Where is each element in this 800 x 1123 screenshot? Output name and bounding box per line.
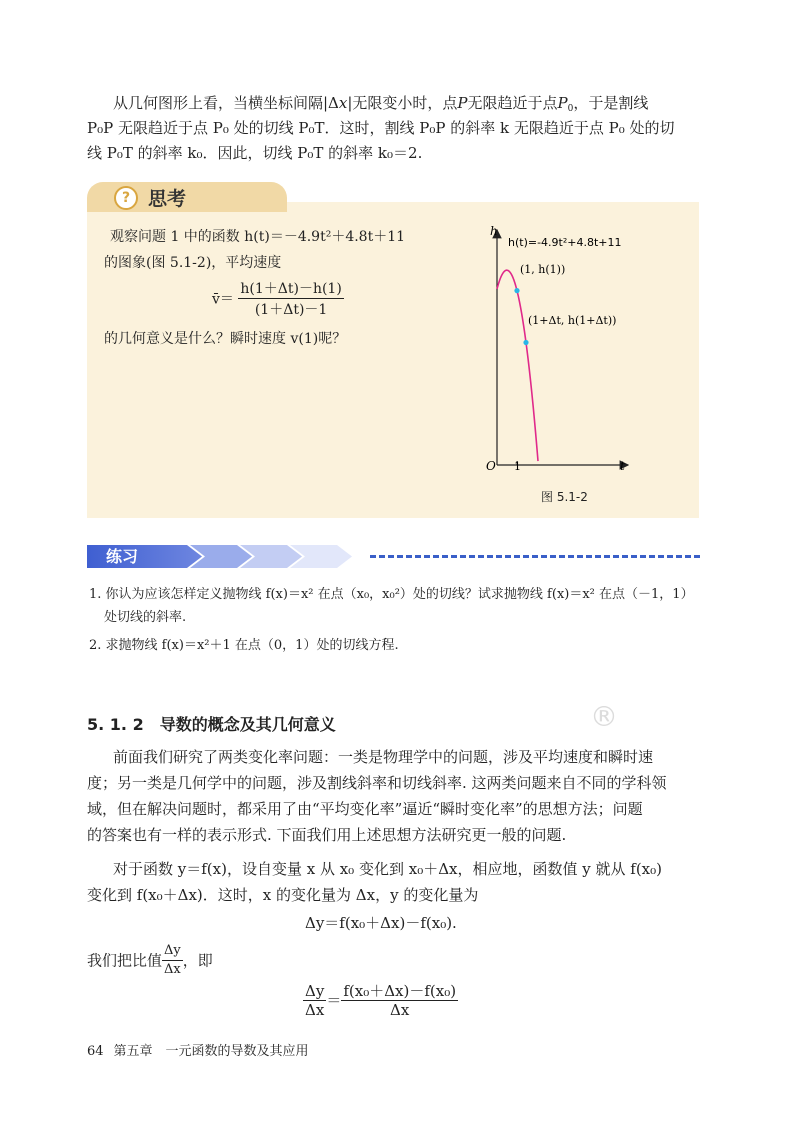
y-axis-label: h — [490, 224, 498, 238]
think-title: 思考 — [148, 188, 187, 210]
think-line-1: 观察问题 1 中的函数 h(t)＝－4.9t²＋4.8t＋11 — [110, 229, 406, 245]
point-1-label: (1, h(1)) — [520, 263, 566, 276]
ratio-numerator: Δy — [162, 942, 183, 961]
eq2-rhs-denominator: Δx — [390, 1001, 410, 1019]
think-line-3: 的几何意义是什么？瞬时速度 v(1)呢？ — [104, 331, 347, 347]
point-2-label: (1+Δt, h(1+Δt)) — [528, 314, 617, 327]
exercise-item-2: 2. 求抛物线 f(x)＝x²＋1 在点（0，1）处的切线方程. — [89, 638, 399, 653]
section-heading: 5. 1. 2 导数的概念及其几何意义 — [87, 715, 336, 734]
body-p1-line-4: 的答案也有一样的表示形式. 下面我们用上述思想方法研究更一般的问题. — [87, 826, 567, 844]
curve-h-t — [497, 270, 538, 461]
chapter-title: 第五章 一元函数的导数及其应用 — [113, 1044, 309, 1059]
eq2-rhs-numerator: f(x₀＋Δx)－f(x₀) — [343, 982, 457, 1000]
body-p3-text-a: 我们把比值 — [87, 951, 163, 970]
avg-velocity-denominator: (1＋Δt)－1 — [254, 302, 328, 318]
body-p3 — [87, 942, 213, 979]
eq2-equals: ＝ — [326, 991, 342, 1010]
exercise-dashed-rule — [370, 555, 700, 558]
intro-line-3: 线 P₀T 的斜率 k₀．因此，切线 P₀T 的斜率 k₀＝2. — [87, 144, 423, 162]
intro-line-1: 从几何图形上看，当横坐标间隔|Δx|无限变小时，点P无限趋近于点$P_0$，于是割线 — [113, 94, 649, 114]
figure-5-1-2 — [470, 220, 670, 510]
ratio-denominator: Δx — [164, 962, 181, 977]
exercise-label: 练习 — [106, 547, 139, 566]
body-p2-line-1: 对于函数 y＝f(x)，设自变量 x 从 x₀ 变化到 x₀＋Δx，相应地，函数值 y 就从 f(x₀) — [113, 860, 663, 878]
curve-label: h(t)=-4.9t²+4.8t+11 — [508, 236, 622, 249]
body-p3-text-b: ，即 — [182, 951, 213, 970]
body-p2-line-2: 变化到 f(x₀＋Δx)．这时，x 的变化量为 Δx，y 的变化量为 — [87, 886, 479, 904]
v-bar: v̄＝ — [212, 291, 234, 308]
equation-difference-quotient — [303, 982, 458, 1019]
figure-caption: 图 5.1-2 — [541, 490, 588, 504]
body-p1-line-3: 域，但在解决问题时，都采用了由“平均变化率”逼近“瞬时变化率”的思想方法；问题 — [87, 800, 643, 818]
avg-velocity-numerator: h(1＋Δt)－h(1) — [238, 278, 343, 299]
page-number: 64 — [87, 1044, 104, 1059]
body-p1-line-2: 度；另一类是几何学中的问题，涉及割线斜率和切线斜率. 这两类问题来自不同的学科领 — [87, 774, 667, 792]
tick-1-label: 1 — [514, 460, 521, 473]
exercise-item-1-line-2: 处切线的斜率. — [104, 610, 187, 625]
origin-label: O — [486, 459, 496, 473]
question-icon: ? — [114, 186, 138, 210]
point-1 — [514, 288, 519, 293]
exercise-item-1-line-1: 1. 你认为应该怎样定义抛物线 f(x)＝x² 在点（x₀，x₀²）处的切线？试求抛物线 f(x)＝x² 在点（－1，1） — [89, 587, 694, 602]
eq2-lhs-denominator: Δx — [305, 1001, 325, 1019]
eq2-lhs-numerator: Δy — [305, 982, 325, 1000]
point-2 — [523, 340, 528, 345]
x-axis-label: t — [620, 459, 625, 473]
avg-velocity-formula — [212, 278, 344, 319]
page-footer — [87, 1040, 309, 1059]
intro-line-2: P₀P 无限趋近于点 P₀ 处的切线 P₀T．这时，割线 P₀P 的斜率 k 无限趋近于点 P₀ 处的切 — [87, 119, 675, 137]
think-line-2: 的图象(图 5.1-2)，平均速度 — [104, 255, 282, 271]
registered-mark-icon: ® — [590, 700, 618, 733]
body-p1-line-1: 前面我们研究了两类变化率问题：一类是物理学中的问题，涉及平均速度和瞬时速 — [113, 748, 654, 766]
equation-delta-y: Δy＝f(x₀＋Δx)－f(x₀). — [305, 914, 457, 932]
